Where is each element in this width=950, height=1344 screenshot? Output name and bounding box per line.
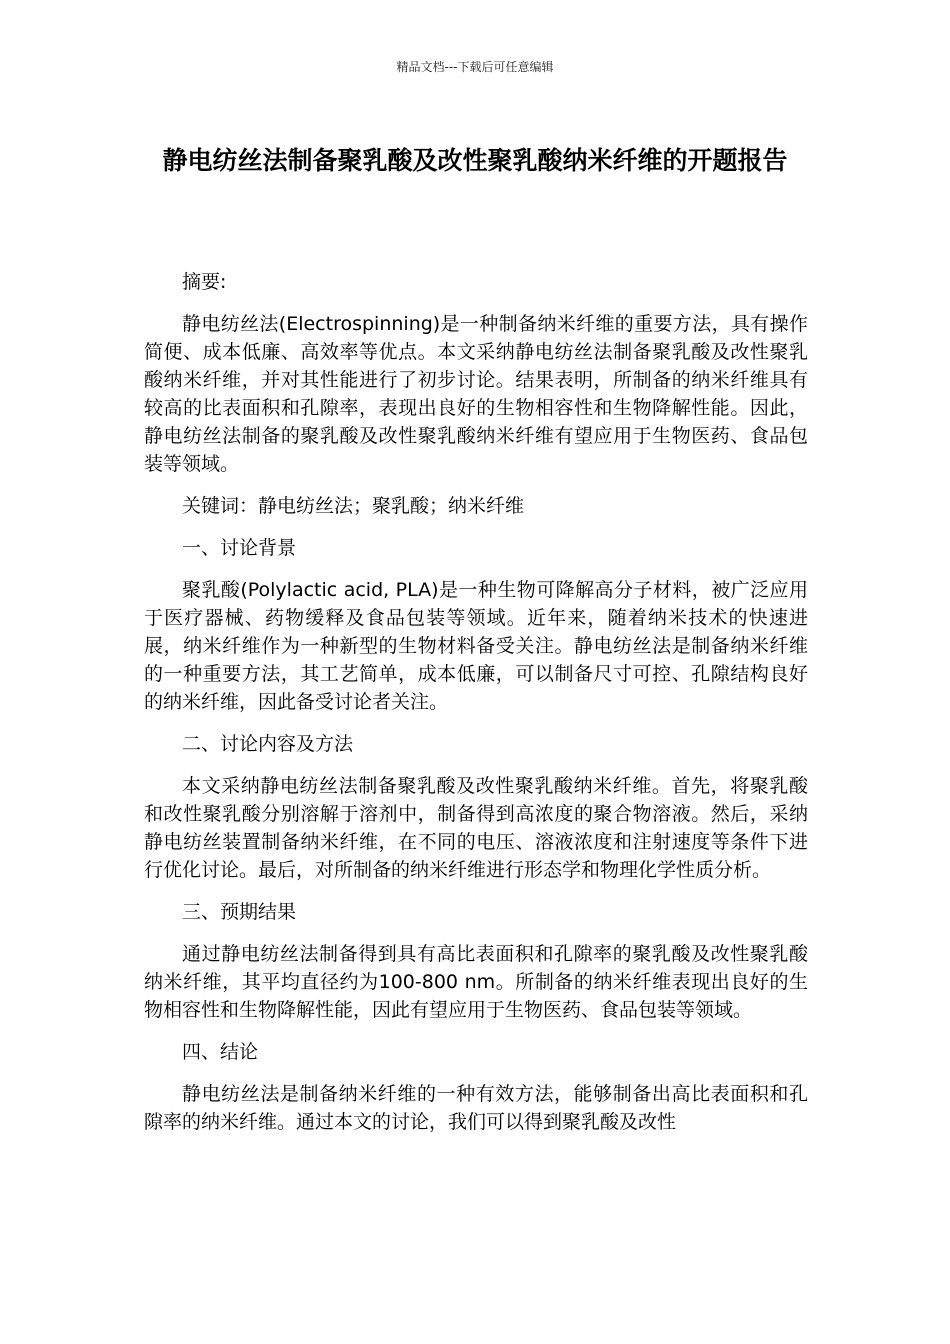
section-paragraph-conclusion: 静电纺丝法是制备纳米纤维的一种有效方法，能够制备出高比表面积和孔隙率的纳米纤维。通过本文的讨论，我们可以得到聚乳酸及改性 (144, 1083, 808, 1133)
section-heading-conclusion: 四、结论 (182, 1041, 259, 1063)
abstract-paragraph: 静电纺丝法(Electrospinning)是一种制备纳米纤维的重要方法，具有操作简便、成本低廉、高效率等优点。本文采纳静电纺丝法制备聚乳酸及改性聚乳酸纳米纤维，并对其性能进行了初步讨论。结果表明，所制备的纳米纤维具有较高的比表面积和孔隙率，表现出良好的生物相容性和生物降解性能。因此，静电纺丝法制备的聚乳酸及改性聚乳酸纳米纤维有望应用于生物医药、食品包装等领域。 (144, 313, 808, 475)
section-heading-methods: 二、讨论内容及方法 (182, 733, 354, 755)
document-title: 静电纺丝法制备聚乳酸及改性聚乳酸纳米纤维的开题报告 (162, 146, 788, 175)
abstract-label: 摘要: (182, 271, 227, 293)
section-heading-expected-results: 三、预期结果 (182, 901, 297, 923)
document-body (144, 268, 808, 1150)
section-paragraph-expected-results: 通过静电纺丝法制备得到具有高比表面积和孔隙率的聚乳酸及改性聚乳酸纳米纤维，其平均直径约为100-800 nm。所制备的纳米纤维表现出良好的生物相容性和生物降解性能，因此有望应用于生物医药、食品包装等领域。 (144, 943, 808, 1021)
keywords-line: 关键词：静电纺丝法；聚乳酸；纳米纤维 (182, 495, 525, 517)
section-paragraph-methods: 本文采纳静电纺丝法制备聚乳酸及改性聚乳酸纳米纤维。首先，将聚乳酸和改性聚乳酸分别溶解于溶剂中，制备得到高浓度的聚合物溶液。然后，采纳静电纺丝装置制备纳米纤维，在不同的电压、溶液浓度和注射速度等条件下进行优化讨论。最后，对所制备的纳米纤维进行形态学和物理化学性质分析。 (144, 775, 808, 881)
section-heading-background: 一、讨论背景 (182, 537, 297, 559)
section-paragraph-background: 聚乳酸(Polylactic acid, PLA)是一种生物可降解高分子材料，被广泛应用于医疗器械、药物缓释及食品包装等领域。近年来，随着纳米技术的快速进展，纳米纤维作为一种新型的生物材料备受关注。静电纺丝法是制备纳米纤维的一种重要方法，其工艺简单，成本低廉，可以制备尺寸可控、孔隙结构良好的纳米纤维，因此备受讨论者关注。 (144, 579, 808, 713)
page-header: 精品文档---下载后可任意编辑 (396, 60, 554, 74)
